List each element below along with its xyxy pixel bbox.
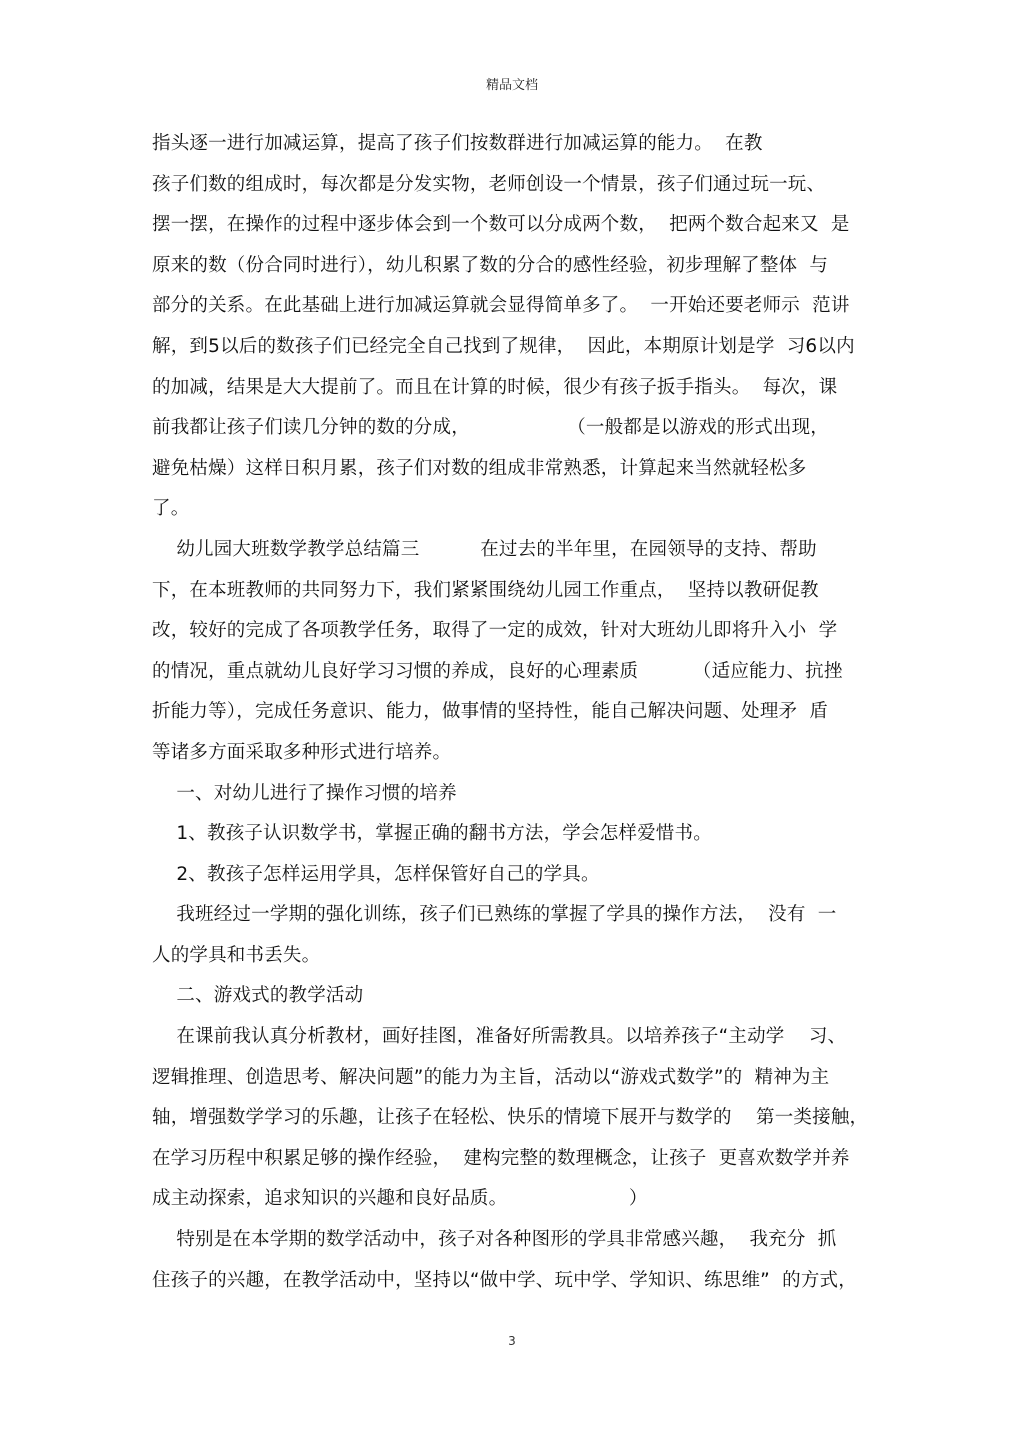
text-line: 孩子们数的组成时，每次都是分发实物，老师创设一个情景，孩子们通过玩一玩、 <box>152 173 826 195</box>
text-line: 二、游戏式的教学活动 <box>152 985 364 1007</box>
text-line: 避免枯燥）这样日积月累，孩子们对数的组成非常熟悉，计算起来当然就轻松多 <box>152 457 807 479</box>
text-line: 改，较好的完成了各项教学任务，取得了一定的成效，针对大班幼儿即将升入小 学 <box>152 620 838 642</box>
text-line: 部分的关系。在此基础上进行加减运算就会显得简单多了。 一开始还要老师示 范讲 <box>152 295 850 317</box>
text-line: 在课前我认真分析教材，画好挂图，准备好所需教具。以培养孩子“主动学 习、 <box>152 1026 847 1048</box>
text-line: 住孩子的兴趣，在教学活动中，坚持以“做中学、玩中学、学知识、练思维” 的方式， <box>152 1269 857 1291</box>
text-line: 1、教孩子认识数学书，掌握正确的翻书方法，学会怎样爱惜书。 <box>152 823 712 845</box>
text-line: 2、教孩子怎样运用学具，怎样保管好自己的学具。 <box>152 863 600 885</box>
text-line: 轴，增强数学学习的乐趣，让孩子在轻松、快乐的情境下展开与数学的 第一类接触， <box>152 1107 869 1129</box>
text-line: 逻辑推理、创造思考、解决问题”的能力为主旨，活动以“游戏式数学”的 精神为主 <box>152 1066 830 1088</box>
text-line: 了。 <box>152 498 190 520</box>
text-line: 我班经过一学期的强化训练，孩子们已熟练的掌握了学具的操作方法， 没有 一 <box>152 904 837 926</box>
page-header: 精品文档 <box>485 78 538 93</box>
text-line: 摆一摆，在操作的过程中逐步体会到一个数可以分成两个数， 把两个数合起来又 是 <box>152 214 850 236</box>
text-line: 折能力等），完成任务意识、能力，做事情的坚持性，能自己解决问题、处理矛 盾 <box>152 701 829 723</box>
text-line: 的情况，重点就幼儿良好学习习惯的养成，良好的心理素质 （适应能力、抗挫 <box>152 660 843 682</box>
text-line: 在学习历程中积累足够的操作经验， 建构完整的数理概念，让孩子 更喜欢数学并养 <box>152 1147 850 1169</box>
page-number: 3 <box>508 1334 516 1348</box>
text-line: 幼儿园大班数学教学总结篇三 在过去的半年里，在园领导的支持、帮助 <box>152 538 817 560</box>
text-line: 解，到5以后的数孩子们已经完全自己找到了规律， 因此，本期原计划是学 习6以内 <box>152 335 855 357</box>
text-line: 指头逐一进行加减运算，提高了孩子们按数群进行加减运算的能力。 在教 <box>152 133 763 154</box>
text-line: 特别是在本学期的数学活动中，孩子对各种图形的学具非常感兴趣， 我充分 抓 <box>152 1229 837 1251</box>
text-line: 下，在本班教师的共同努力下，我们紧紧围绕幼儿园工作重点， 坚持以教研促教 <box>152 579 819 601</box>
text-line: 的加减，结果是大大提前了。而且在计算的时候，很少有孩子扳手指头。 每次，课 <box>152 376 838 398</box>
text-line: 前我都让孩子们读几分钟的数的分成， （一般都是以游戏的形式出现， <box>152 417 829 439</box>
text-line: 等诸多方面采取多种形式进行培养。 <box>152 741 452 763</box>
text-line: 成主动探索，追求知识的兴趣和良好品质。 ） <box>152 1188 648 1210</box>
text-line: 原来的数（份合同时进行），幼儿积累了数的分合的感性经验，初步理解了整体 与 <box>152 254 829 276</box>
document-body <box>152 128 882 1305</box>
text-line: 人的学具和书丢失。 <box>152 944 321 966</box>
text-line: 一、对幼儿进行了操作习惯的培养 <box>152 782 457 804</box>
